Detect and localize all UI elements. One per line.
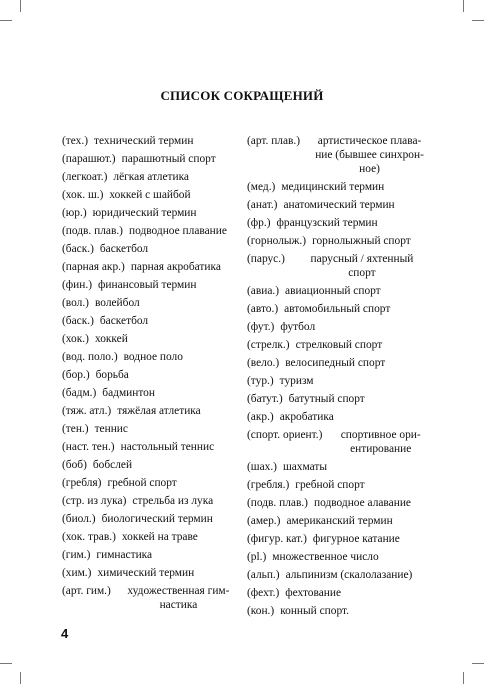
- abbreviation: (pl.): [247, 551, 267, 563]
- abbreviation: (фигур. кат.): [247, 533, 307, 545]
- abbreviation-entry: [62, 566, 240, 580]
- abbreviation-entry: [62, 260, 240, 274]
- abbreviation: (стр. из лука): [62, 495, 127, 507]
- abbreviation: (акр.): [247, 411, 274, 423]
- abbreviation-entry: [62, 458, 240, 472]
- abbreviation: (тур.): [247, 375, 274, 387]
- abbreviation-definition: гребной спорт: [295, 479, 365, 491]
- abbreviation: (хок.): [62, 333, 89, 345]
- abbreviation: (арт. плав.): [247, 135, 301, 147]
- abbreviation-entry: [247, 428, 433, 456]
- crop-mark: [472, 20, 484, 21]
- abbreviation: (вод. поло.): [62, 351, 118, 363]
- abbreviation-definition: технический термин: [94, 135, 194, 147]
- abbreviation: (биол.): [62, 513, 96, 525]
- abbreviation: (тен.): [62, 423, 89, 435]
- abbreviation-entry: [247, 180, 433, 194]
- abbreviation-entry: [247, 514, 433, 528]
- abbreviation-definition: волейбол: [94, 297, 140, 309]
- abbreviation-entry: [247, 374, 433, 388]
- abbreviation-entry: [62, 242, 240, 256]
- abbreviation: (парус.): [247, 253, 285, 265]
- abbreviation-definition: французский термин: [276, 217, 378, 229]
- abbreviation-entry: [62, 512, 240, 526]
- crop-mark: [472, 663, 484, 664]
- abbreviation-entry: [62, 386, 240, 400]
- abbreviation-entry: [62, 134, 240, 148]
- abbreviation: (батут.): [247, 393, 283, 405]
- abbreviation-definition: стрелковый спорт: [295, 339, 383, 351]
- abbreviation-definition: медицинский термин: [281, 181, 385, 193]
- abbreviation: (вол.): [62, 297, 89, 309]
- abbreviation-definition: настольный теннис: [120, 441, 215, 453]
- abbreviation-entry: [247, 216, 433, 230]
- crop-mark: [463, 0, 464, 12]
- abbreviation: (кон.): [247, 605, 275, 617]
- abbreviation-entry: [62, 152, 240, 166]
- abbreviation-definition: хоккей с шайбой: [109, 189, 191, 201]
- crop-mark: [0, 663, 12, 664]
- abbreviation: (гребля.): [247, 479, 290, 491]
- abbreviation-definition: множественное число: [272, 551, 379, 563]
- crop-mark: [20, 672, 21, 684]
- abbreviation-definition: борьба: [95, 369, 129, 381]
- abbreviation-entry: [247, 356, 433, 370]
- abbreviation-definition: баскетбол: [99, 243, 149, 255]
- abbreviation: (альп.): [247, 569, 280, 581]
- abbreviation: (подв. плав.): [62, 225, 123, 237]
- abbreviation-entry: [62, 206, 240, 220]
- abbreviation-entry: [62, 548, 240, 562]
- abbreviation-definition: подводное плавание: [128, 225, 227, 237]
- abbreviations-left-column: [62, 134, 240, 616]
- abbreviation-entry: [247, 302, 433, 316]
- abbreviation: (бадм.): [62, 387, 97, 399]
- abbreviation-definition: биологический термин: [101, 513, 213, 525]
- abbreviation-entry: [62, 530, 240, 544]
- abbreviation-entry: [247, 252, 433, 280]
- abbreviation-definition: хоккей: [94, 333, 128, 345]
- abbreviation: (арт. гим.): [62, 585, 111, 597]
- abbreviation-definition: анатомический термин: [283, 199, 395, 211]
- abbreviation-entry: [247, 410, 433, 424]
- abbreviation: (баск.): [62, 315, 94, 327]
- abbreviation: (фр.): [247, 217, 271, 229]
- abbreviation-entry: [62, 440, 240, 454]
- abbreviation-definition: автомобильный спорт: [284, 303, 391, 315]
- abbreviation-definition: бадминтон: [102, 387, 155, 399]
- abbreviation-entry: [62, 422, 240, 436]
- abbreviation-definition: бобслей: [92, 459, 133, 471]
- abbreviation-entry: [247, 568, 433, 582]
- abbreviation-definition: юридический термин: [92, 207, 197, 219]
- abbreviation: (спорт. ориент.): [247, 429, 323, 441]
- abbreviation-definition: тяжёлая атлетика: [117, 405, 201, 417]
- abbreviation-definition: спортивное ори- ентирование: [340, 429, 421, 455]
- abbreviation: (парашют.): [62, 153, 116, 165]
- abbreviation-definition: акробатика: [279, 411, 334, 423]
- abbreviation: (анат.): [247, 199, 278, 211]
- abbreviation: (боб): [62, 459, 87, 471]
- abbreviation: (амер.): [247, 515, 281, 527]
- abbreviation-entry: [62, 314, 240, 328]
- abbreviation-entry: [247, 134, 433, 176]
- abbreviation-entry: [62, 224, 240, 238]
- abbreviation-definition: горнолыжный спорт: [312, 235, 411, 247]
- abbreviation-definition: альпинизм (скалолазание): [285, 569, 413, 581]
- abbreviation: (мед.): [247, 181, 276, 193]
- abbreviation-entry: [247, 460, 433, 474]
- abbreviation-definition: туризм: [279, 375, 314, 387]
- abbreviation: (авто.): [247, 303, 279, 315]
- abbreviation: (хок. трав.): [62, 531, 116, 543]
- abbreviation: (баск.): [62, 243, 94, 255]
- abbreviation-entry: [247, 338, 433, 352]
- abbreviation-definition: американский термин: [286, 515, 393, 527]
- abbreviation-entry: [62, 278, 240, 292]
- abbreviation-definition: шахматы: [282, 461, 328, 473]
- abbreviation-definition: лёгкая атлетика: [113, 171, 189, 183]
- abbreviation-definition: гребной спорт: [107, 477, 177, 489]
- abbreviation-definition: стрельба из лука: [132, 495, 214, 507]
- abbreviation: (стрелк.): [247, 339, 290, 351]
- abbreviation-entry: [62, 296, 240, 310]
- abbreviations-right-column: [247, 134, 433, 622]
- abbreviation-entry: [62, 350, 240, 364]
- abbreviation-entry: [62, 368, 240, 382]
- abbreviation-definition: батутный спорт: [288, 393, 365, 405]
- abbreviation-definition: парусный / яхтенный спорт: [310, 253, 414, 279]
- crop-mark: [0, 20, 12, 21]
- abbreviation: (гим.): [62, 549, 91, 561]
- page-number: 4: [61, 626, 69, 641]
- abbreviation-definition: химический термин: [97, 567, 195, 579]
- abbreviation: (авиа.): [247, 285, 280, 297]
- abbreviation-definition: парная акробатика: [130, 261, 221, 273]
- abbreviation: (юр.): [62, 207, 87, 219]
- page-title: СПИСОК СОКРАЩЕНИЙ: [160, 88, 324, 103]
- abbreviation-entry: [247, 198, 433, 212]
- abbreviation-definition: теннис: [94, 423, 128, 435]
- abbreviation-definition: парашютный спорт: [121, 153, 216, 165]
- abbreviation: (горнолыж.): [247, 235, 307, 247]
- abbreviation-entry: [247, 392, 433, 406]
- abbreviation: (шах.): [247, 461, 277, 473]
- abbreviation: (гребля): [62, 477, 102, 489]
- abbreviation: (фут.): [247, 321, 275, 333]
- abbreviation: (бор.): [62, 369, 90, 381]
- abbreviation: (наст. тен.): [62, 441, 115, 453]
- abbreviation: (легкоат.): [62, 171, 108, 183]
- abbreviation-definition: подводное алавание: [313, 497, 411, 509]
- abbreviation-entry: [62, 332, 240, 346]
- abbreviation: (тяж. атл.): [62, 405, 112, 417]
- abbreviation-definition: баскетбол: [99, 315, 149, 327]
- abbreviation-entry: [247, 550, 433, 564]
- abbreviation: (вело.): [247, 357, 280, 369]
- abbreviation-definition: хоккей на траве: [121, 531, 198, 543]
- abbreviation-entry: [247, 234, 433, 248]
- abbreviation-entry: [247, 478, 433, 492]
- abbreviation-entry: [62, 494, 240, 508]
- abbreviation-definition: велосипедный спорт: [285, 357, 386, 369]
- abbreviation-entry: [247, 320, 433, 334]
- abbreviation-definition: артистическое плава- ние (бывшее синхрон- ное): [315, 135, 424, 175]
- abbreviation-definition: авиационный спорт: [285, 285, 381, 297]
- crop-mark: [20, 0, 21, 12]
- abbreviation-entry: [247, 604, 433, 618]
- abbreviation-entry: [62, 584, 240, 612]
- abbreviation: (тех.): [62, 135, 89, 147]
- abbreviation: (подв. плав.): [247, 497, 308, 509]
- abbreviation-definition: фигурное катание: [312, 533, 400, 545]
- abbreviation-definition: фехтование: [285, 587, 342, 599]
- abbreviation-entry: [62, 404, 240, 418]
- abbreviation: (фехт.): [247, 587, 280, 599]
- abbreviation-entry: [247, 496, 433, 510]
- abbreviation: (хок. ш.): [62, 189, 104, 201]
- abbreviation: (хим.): [62, 567, 92, 579]
- abbreviation: (фин.): [62, 279, 93, 291]
- abbreviation-definition: художественная гим- настика: [127, 585, 230, 611]
- abbreviation-entry: [62, 476, 240, 490]
- abbreviation-definition: гимнастика: [96, 549, 153, 561]
- abbreviation-entry: [247, 532, 433, 546]
- abbreviation-entry: [247, 284, 433, 298]
- crop-mark: [463, 672, 464, 684]
- abbreviation-definition: финансовый термин: [98, 279, 197, 291]
- abbreviation: (парная акр.): [62, 261, 125, 273]
- abbreviation-definition: конный спорт.: [280, 605, 349, 617]
- abbreviation-definition: водное поло: [123, 351, 183, 363]
- abbreviation-entry: [247, 586, 433, 600]
- abbreviation-entry: [62, 170, 240, 184]
- abbreviation-definition: футбол: [280, 321, 316, 333]
- abbreviation-entry: [62, 188, 240, 202]
